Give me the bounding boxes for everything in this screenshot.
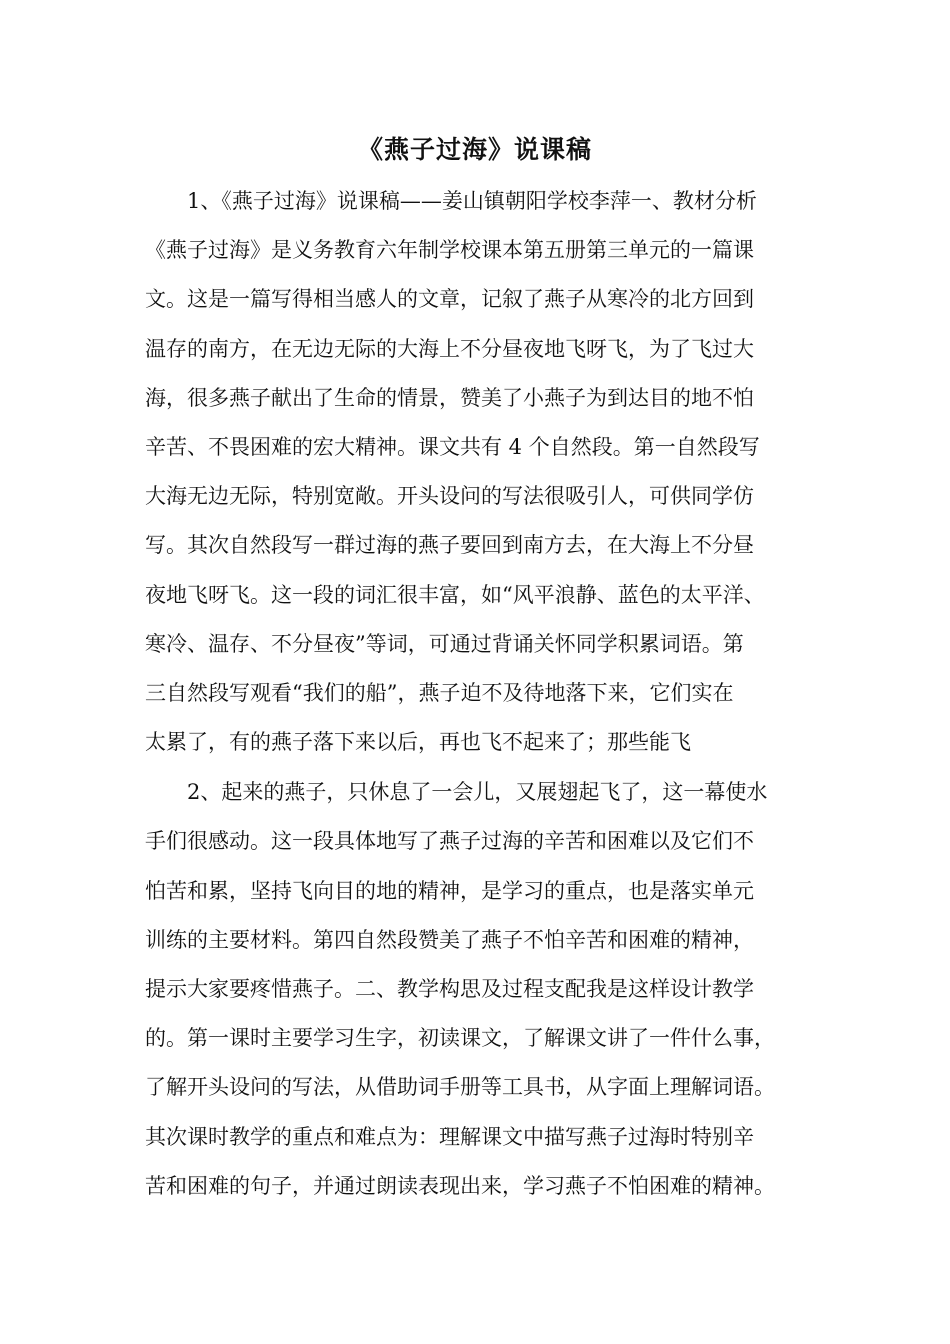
text-line: 2、起来的燕子，只休息了一会儿，又展翅起飞了，这一幕使水 (187, 780, 768, 805)
text-line: 手们很感动。这一段具体地写了燕子过海的辛苦和困难以及它们不 (145, 829, 754, 854)
text-line: 的。第一课时主要学习生字，初读课文，了解课文讲了一件什么事， (145, 1026, 775, 1051)
text-line: 怕苦和累，坚持飞向目的地的精神，是学习的重点，也是落实单元 (145, 878, 754, 903)
text-line: 训练的主要材料。第四自然段赞美了燕子不怕辛苦和困难的精神， (145, 927, 754, 952)
text-line: 温存的南方，在无边无际的大海上不分昼夜地飞呀飞，为了飞过大 (145, 336, 754, 361)
text-line: 三自然段写观看“我们的船”，燕子迫不及待地落下来，它们实在 (145, 680, 734, 705)
text-line: 大海无边无际，特别宽敞。开头设问的写法很吸引人，可供同学仿 (145, 484, 754, 509)
text-line: 《燕子过海》是义务教育六年制学校课本第五册第三单元的一篇课 (145, 238, 754, 263)
document-title: 《燕子过海》说课稿 (357, 135, 592, 164)
document-body (145, 177, 835, 1211)
text-line: 了解开头设问的写法，从借助词手册等工具书，从字面上理解词语。 (145, 1075, 775, 1100)
text-line: 太累了，有的燕子落下来以后，再也飞不起来了；那些能飞 (145, 730, 691, 755)
text-line: 文。这是一篇写得相当感人的文章，记叙了燕子从寒冷的北方回到 (145, 287, 754, 312)
text-line: 苦和困难的句子，并通过朗读表现出来，学习燕子不怕困难的精神。 (145, 1173, 775, 1198)
text-line: 写。其次自然段写一群过海的燕子要回到南方去，在大海上不分昼 (145, 533, 754, 558)
text-line: 夜地飞呀飞。这一段的词汇很丰富，如“风平浪静、蓝色的太平洋、 (145, 582, 765, 607)
text-line: 寒冷、温存、不分昼夜”等词，可通过背诵关怀同学积累词语。第 (145, 631, 744, 656)
text-line: 海，很多燕子献出了生命的情景，赞美了小燕子为到达目的地不怕 (145, 385, 754, 410)
text-line: 提示大家要疼惜燕子。二、教学构思及过程支配我是这样设计教学 (145, 977, 754, 1001)
text-line: 辛苦、不畏困难的宏大精神。课文共有 4 个自然段。第一自然段写 (145, 434, 760, 459)
text-line: 其次课时教学的重点和难点为：理解课文中描写燕子过海时特别辛 (145, 1124, 754, 1149)
text-line: 1、《燕子过海》说课稿——姜山镇朝阳学校李萍一、教材分析 (187, 189, 757, 213)
